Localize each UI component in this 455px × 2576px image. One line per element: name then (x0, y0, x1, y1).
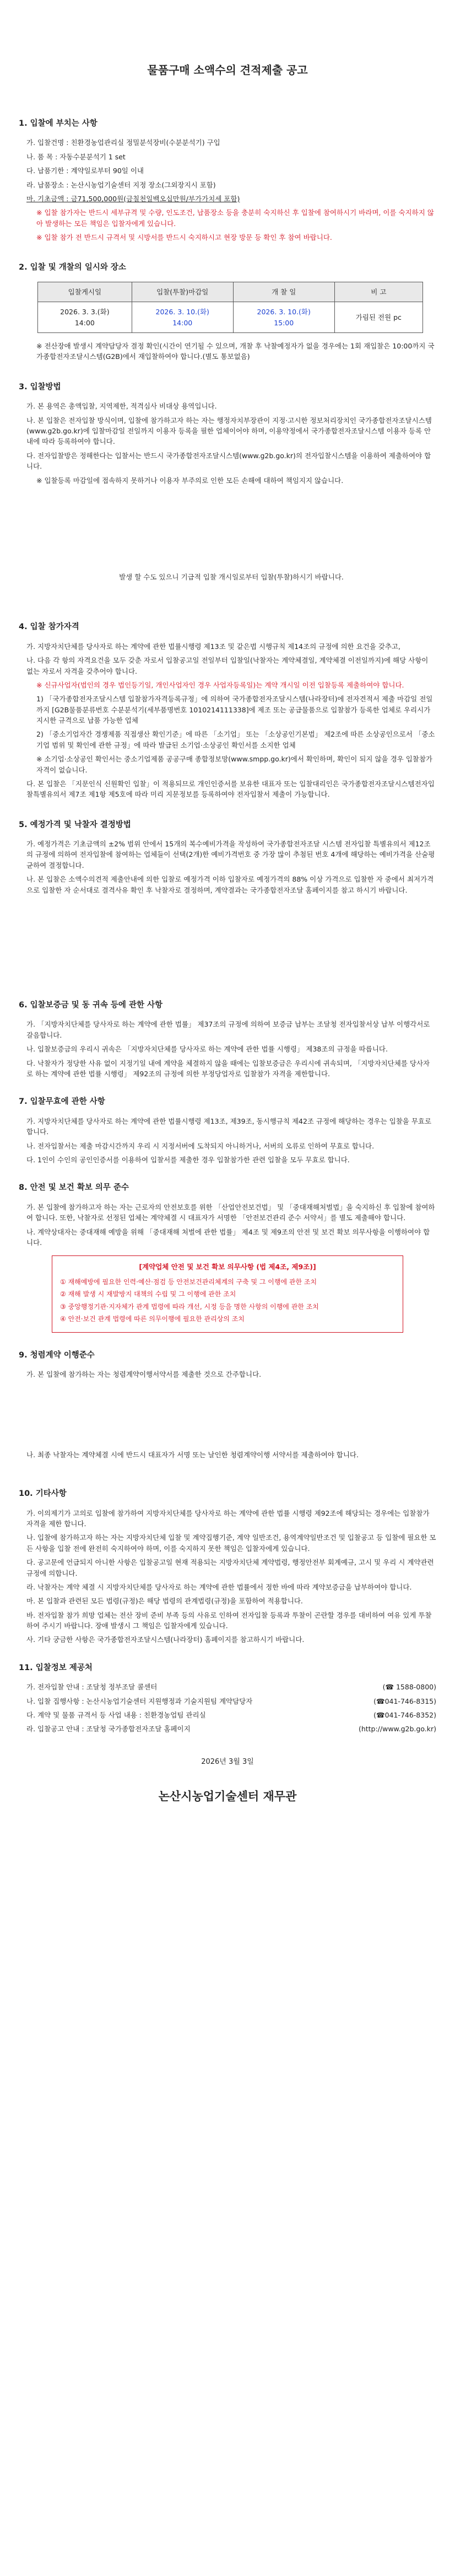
s8-item: 나. 계약상대자는 중대재해 예방을 위해 「중대재해 처벌에 관한 법률」 제4조 및 제9조의 안전 및 보건 확보 의무사항을 이행하여야 합니다. (26, 1227, 430, 1247)
s7-item: 나. 전자입찰서는 제출 마감시간까지 우리 시 지정서버에 도착되지 아니하거나, 서버의 오류로 인하여 무효로 합니다. (26, 1141, 375, 1150)
s5-item: 가. 예정가격은 기초금액의 ±2% 범위 안에서 15개의 복수예비가격을 작성하여 국가종합전자조달 시스템 전자입찰 특별유의서 제12조의 규정에 의하여 전자입찰에 참여하는 업체들이 선택(2개)한 예비가격번호 중 가장 많이 추첨된 번호 4개에 해당하는 예비가격을 산술평균하여 결정합니다. (26, 840, 435, 870)
schedule-cell: 2026. 3. 10.(화) 14:00 (132, 302, 233, 333)
info-label: 라. 입찰공고 안내 : 조달청 국가종합전자조달 홈페이지 (26, 1725, 191, 1734)
s4-item: 나. 다음 각 항의 자격요건을 모두 갖춘 자로서 입찰공고일 전일부터 입찰일(낙찰자는 계약체결일, 계약체결 이전일까지)에 해당 사항이 없는 자로서 자격을 갖추어야 합니다. (26, 656, 429, 675)
s6-item: 가. 「지방자치단체를 당사자로 하는 계약에 관한 법률」 제37조의 규정에 의하여 보증금 납부는 조달청 전자입찰서상 납부 이행각서로 갈음합니다. (26, 1020, 430, 1039)
s4-note: ※ 소기업·소상공인 확인서는 중소기업제품 공공구매 종합정보망(www.smpp.go.kr)에서 확인하며, 확인이 되지 않을 경우 입찰참가 자격이 없습니다. (36, 755, 432, 774)
section-11-heading: 11. 입찰정보 제공처 (19, 1663, 93, 1672)
s1-item: 라. 납품장소 : 논산시농업기술센터 지정 장소(그외장지시 포함) (26, 180, 216, 189)
info-label: 나. 입찰 집행사항 : 논산시농업기술센터 지원행정과 기술지원팀 계약담당자 (26, 1697, 253, 1705)
s3-item: 나. 본 입찰은 전자입찰 방식이며, 입찰에 참가하고자 하는 자는 행정자치부장관이 지정·고시한 정보처리장치인 국가종합전자조달시스템(www.g2b.go.kr)에 입찰마감일 전일까지 이용자 등록을 필한 업체이어야 하며, 이용약정에서 국가종합전자조달시스템 이용자 등록 안내에 따라 등록하여야 합니다. (26, 416, 432, 446)
s5-item: 나. 본 입찰은 소액수의견적 제출안내에 의한 입찰로 예정가격 이하 입찰자로 예정가격의 88% 이상 가격으로 입찰한 자 중에서 최저가격으로 입찰한 자 순서대로 결격사유 확인 후 낙찰자로 결정하며, 계약결과는 국가종합전자조달 홈페이지를 참고 하시기 바랍니다. (26, 875, 434, 894)
s1-item: 다. 납품기한 : 계약일로부터 90일 이내 (26, 167, 144, 175)
section-8-heading: 8. 안전 및 보건 확보 의무 준수 (19, 1183, 129, 1193)
safety-box-item: ④ 안전·보건 관계 법령에 따른 의무이행에 필요한 관리상의 조치 (60, 1315, 245, 1323)
info-contact: (☎041-746-8352) (373, 1711, 436, 1720)
section-1-heading: 1. 입찰에 부치는 사항 (19, 119, 98, 128)
info-row (26, 1724, 436, 1734)
info-row (26, 1696, 436, 1706)
s10-item: 다. 공고문에 언급되지 아니한 사항은 입찰공고일 현재 적용되는 지방자치단체 계약법령, 행정안전부 회계예규, 고시 및 우리 시 계약관련 규정에 의합니다. (26, 1558, 434, 1577)
s4-item: 다. 본 입찰은 「지문인식 신원확인 입찰」이 적용되므로 개인인증서를 보유한 대표자 또는 입찰대리인은 국가종합전자조달시스템전자입찰특별유의서 제7조 제1항 제5호에 따라 미리 지문정보를 등록하여야 전자입찰서 제출이 가능합니다. (26, 779, 435, 799)
info-contact: (☎041-746-8315) (373, 1697, 436, 1705)
info-contact[interactable]: (http://www.g2b.go.kr) (358, 1725, 436, 1734)
info-label: 가. 전자입찰 안내 : 조달청 정부조달 콜센터 (26, 1683, 158, 1692)
page-title: 물품구매 소액수의 견적제출 공고 (147, 63, 308, 77)
spacer (19, 1383, 436, 1450)
s3-item: 다. 전자입찰방은 정해한다는 입찰서는 반드시 국가종합전자조달시스템(www.g2b.go.kr)의 전자입찰시스템을 이용하여 제출하여야 합니다. (26, 451, 431, 471)
schedule-cell: 2026. 3. 3.(화) 14:00 (38, 302, 132, 333)
s3-item: 가. 본 용역은 총액입찰, 지역제한, 적격심사 비대상 용역입니다. (26, 402, 217, 411)
schedule-header: 입찰게시일 (38, 282, 132, 302)
s7-item: 가. 지방자치단체를 당사자로 하는 계약에 관한 법률시행령 제13조, 제39조, 동시행규칙 제42조 규정에 해당하는 경우는 입찰을 무효로 합니다. (26, 1117, 432, 1136)
section-7-heading: 7. 입찰무효에 관한 사항 (19, 1097, 105, 1107)
info-contact: (☎ 1588-0800) (382, 1683, 436, 1692)
section-5-heading: 5. 예정가격 및 낙찰자 결정방법 (19, 820, 131, 829)
schedule-cell: 2026. 3. 10.(화) 15:00 (233, 302, 334, 333)
s10-item: 바. 전자입찰 참가 희망 업체는 전산 장비 준비 부족 등의 사유로 인하여 전자입찰 등록과 투찰이 곤란할 경우를 대비하여 여유 있게 투찰하여 주시기 바랍니다. 장애 발생시 그 책임은 입찰자에게 있습니다. (26, 1611, 432, 1630)
s1-item: 나. 품 목 : 자동수분분석기 1 set (26, 152, 126, 161)
s9-item: 나. 최종 낙찰자는 계약체결 시에 반드시 대표자가 서명 또는 날인한 청렴계약이행 서약서를 제출하여야 합니다. (26, 1450, 359, 1459)
section-6-heading: 6. 입찰보증금 및 동 귀속 등에 관한 사항 (19, 1000, 163, 1010)
section-3-heading: 3. 입찰방법 (19, 382, 61, 391)
safety-obligation-box (52, 1255, 403, 1333)
safety-box-item: ③ 중앙행정기관·지자체가 관계 법령에 따라 개선, 시정 등을 명한 사항의 이행에 관한 조치 (60, 1302, 319, 1311)
section-4-heading: 4. 입찰 참가자격 (19, 622, 79, 632)
schedule-cell: 가림된 전원 pc (334, 302, 422, 333)
spacer (19, 489, 436, 572)
schedule-header: 입찰(투찰)마감일 (132, 282, 233, 302)
s10-item: 가. 이의제기가 고의로 입찰에 참가하여 지방자치단체를 당사자로 하는 계약에 관한 법률 시행령 제92조에 해당되는 경우에는 입찰참가 자격을 제한 합니다. (26, 1509, 430, 1528)
s7-item: 다. 1인이 수인의 공인인증서를 이용하여 입찰서를 제출한 경우 입찰참가한 관련 입찰을 모두 무효로 합니다. (26, 1155, 350, 1164)
s1-note: ※ 입찰 참가 전 반드시 규격서 및 시방서를 반드시 숙지하시고 현장 방문 등 확인 후 참여 바랍니다. (36, 233, 332, 242)
s4-note: ※ 신규사업자(법인의 경우 법인등기일, 개인사업자인 경우 사업자등록일)는 계약 개시일 이전 입찰등록 제출하여야 합니다. (36, 680, 404, 689)
safety-box-item: ② 재해 발생 시 재발방지 대책의 수립 및 그 이행에 관한 조치 (60, 1290, 236, 1298)
schedule-header: 비 고 (334, 282, 422, 302)
issuing-organization: 논산시농업기술센터 재무관 (158, 1789, 297, 1803)
safety-box-item: ① 재해예방에 필요한 인력·예산·점검 등 안전보건관리체계의 구축 및 그 이행에 관한 조치 (60, 1278, 317, 1286)
s3-note: ※ 입찰등록 마감일에 접속하지 못하거나 이용자 부주의로 인한 모든 손해에 대하여 책임지지 않습니다. (36, 476, 344, 485)
section-10-heading: 10. 기타사항 (19, 1489, 67, 1499)
s3-note-tail: 발생 할 수도 있으니 기급적 입찰 개시일로부터 입찰(투찰)하시기 바랍니다. (119, 572, 344, 581)
s8-item: 가. 본 입찰에 참가하고자 하는 자는 근로자의 안전보호를 위한 「산업안전보건법」 및 「중대재해처벌법」을 숙지하신 후 입찰에 참여하여 합니다. 또한, 낙찰자로 선정된 업체는 계약체결 시 대표자가 서명한 「안전보건관리 준수 서약서」를 별도 제출해야 합니다. (26, 1203, 435, 1222)
s10-item: 사. 기타 궁금한 사항은 국가종합전자조달시스템(나라장터) 홈페이지를 참고하시기 바랍니다. (26, 1635, 305, 1644)
s6-item: 나. 입찰보증금의 우리시 귀속은 「지방자치단체를 당사자로 하는 계약에 관한 법률 시행령」 제38조의 규정을 따릅니다. (26, 1045, 388, 1054)
s1-note: ※ 입찰 참가자는 반드시 세부규격 및 수량, 인도조건, 납품장소 등을 충분히 숙지하신 후 입찰에 참여하시기 바라며, 이를 숙지하지 않아 발생하는 모든 책임은 입찰자에게 있습니다. (36, 208, 434, 228)
notice-date: 2026년 3월 3일 (201, 1757, 254, 1766)
s6-item: 다. 낙찰자가 정당한 사유 없이 지정기일 내에 계약을 체결하지 않을 때에는 입찰보증금은 우리시에 귀속되며, 「지방자치단체를 당사자로 하는 계약에 관한 법률 시행령」 제92조의 규정에 의한 부정당업자로 입찰참가 자격을 제한합니다. (26, 1059, 430, 1078)
info-row (26, 1710, 436, 1720)
s9-item: 가. 본 입찰에 참가하는 자는 청렴계약이행서약서를 제출한 것으로 간주합니다. (26, 1370, 262, 1379)
section-9-heading: 9. 청렴계약 이행준수 (19, 1351, 95, 1360)
s10-item: 나. 입찰에 참가하고자 하는 자는 지방자치단체 입찰 및 계약집행기준, 계약 일반조건, 용역계약일반조건 및 입찰공고 등 입찰에 필요한 모든 사항을 입찰 전에 완전히 숙지하여야 하며, 이를 숙지하지 못한 책임은 입찰자에게 있습니다. (26, 1533, 436, 1553)
spacer (19, 899, 436, 987)
s1-item: 가. 입찰건명 : 친환경농업관리실 정밀분석장비(수분분석기) 구입 (26, 138, 220, 147)
s4-item: 2) 「중소기업자간 경쟁제품 직접생산 확인기준」에 따른 「소기업」 또는 「소상공인기본법」 제2조에 따른 소상공인으로서 「중소기업 범위 및 확인에 관한 규정」에 따라 발급된 소기업·소상공인 확인서를 소지한 업체 (36, 730, 435, 749)
section-2-heading: 2. 입찰 및 개찰의 일시와 장소 (19, 263, 126, 272)
s2-note: ※ 전산장애 발생시 계약담당자 결정 확인(시간이 연기될 수 있으며, 개찰 후 낙찰예정자가 없을 경우에는 1회 재입찰은 10:00까지 국가종합전자조달시스템(G2B)에서 재입찰하여야 합니다.(별도 통보없음) (36, 342, 435, 361)
schedule-table (37, 282, 423, 333)
s10-item: 마. 본 입찰과 관련된 모든 법령(규정)은 해당 법령의 관계법령(규정)을 포함하여 적용합니다. (26, 1597, 303, 1606)
s4-item: 가. 지방자치단체를 당사자로 하는 계약에 관한 법률시행령 제13조 및 같은법 시행규칙 제14조의 규정에 의한 요건을 갖추고, (26, 642, 400, 651)
info-label: 다. 계약 및 물품 규격서 등 사업 내용 : 친환경농업팀 관리실 (26, 1711, 206, 1720)
s10-item: 라. 낙찰자는 계약 체결 시 지방자치단체를 당사자로 하는 계약에 관한 법률에서 정한 바에 따라 계약보증금을 납부하여야 합니다. (26, 1582, 412, 1591)
s1-item-budget: 마. 기초금액 : 금71,500,000원(금칠천일백오십만원/부가가치세 포함) (26, 194, 240, 203)
safety-box-title: [계약업체 안전 및 보건 확보 의무사항 (법 제4조, 제9조)] (139, 1263, 316, 1271)
info-row (26, 1682, 436, 1692)
s4-item: 1) 「국가종합전자조달시스템 입찰참가자격등록규정」에 의하여 국가종합전자조달시스템(나라장터)에 전자견적서 제출 마감일 전일까지 [G2B물품분류번호 수분분석기(세부품명번호 1010214111338]에 제조 또는 공급물품으로 입찰참가 등록한 업체로 우리시가 지시한 규격으로 납품 가능한 업체 (36, 695, 433, 724)
schedule-header: 개 찰 일 (233, 282, 334, 302)
